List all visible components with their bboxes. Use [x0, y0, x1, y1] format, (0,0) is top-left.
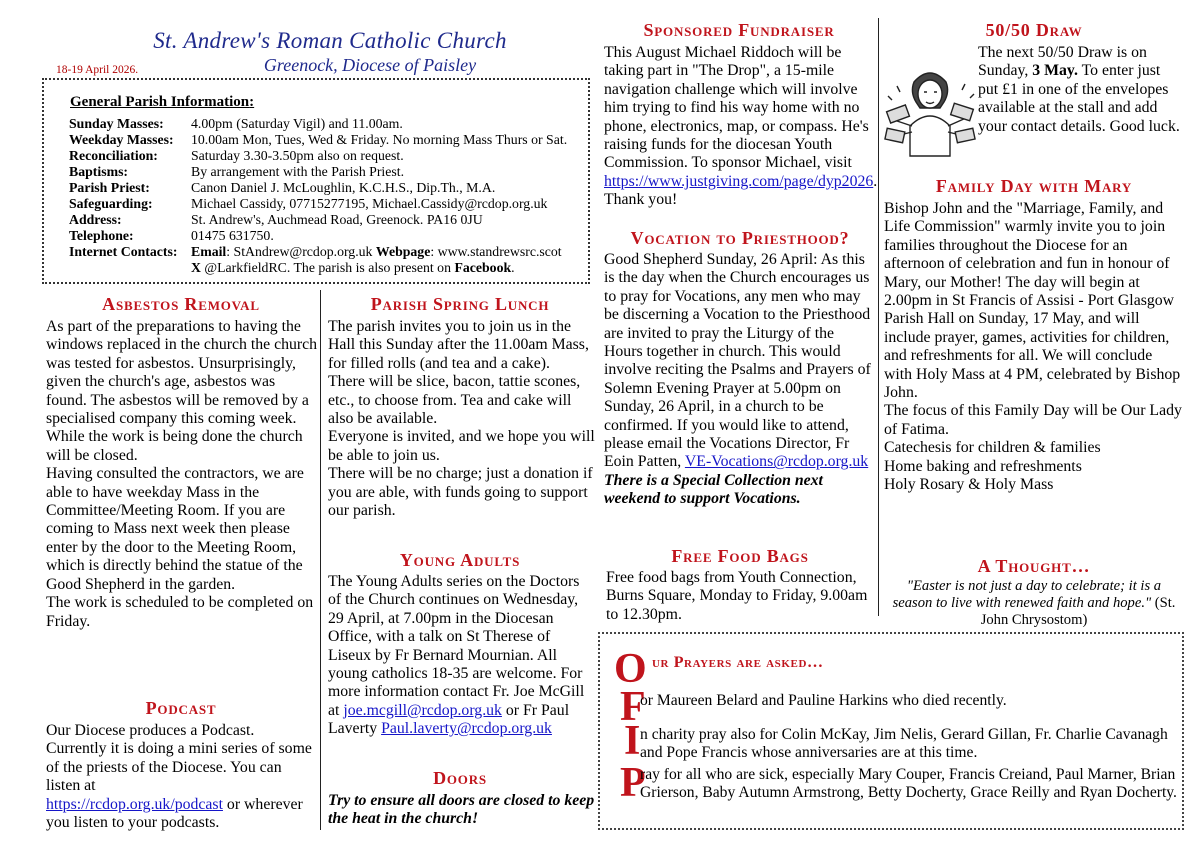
column-divider: [320, 290, 321, 830]
drop-cap-f: F: [620, 684, 646, 730]
prayers-heading: ur Prayers are asked…: [652, 654, 824, 671]
family-day-heading: Family Day with Mary: [935, 176, 1133, 196]
fundraiser-heading: Sponsored Fundraiser: [643, 20, 835, 40]
drop-cap-o: O: [614, 646, 647, 692]
info-row: Telephone: 01475 631750.: [69, 228, 274, 243]
thought-heading: A Thought…: [977, 556, 1091, 576]
draw-text: The next 50/50 Draw is on Sunday, 3 May. To enter just put £1 in one of the envelopes available at the stall and add your contact details. Good luck.: [978, 44, 1180, 135]
vocation-text: Good Shepherd Sunday, 26 April: As this is the day when the Church encourages us to pray for Vocations, any men who may be discerning a Vocation to the Priesthood are invited to pray the Liturgy of the Hours together in church. This would involve reciting the Psalms and Prayers of Solemn Evening Prayer at 5.00pm on Sunday, 26 April, in a church to be confirmed. If you would like to attend, please email the Vocations Director, Fr Eoin Patten, VE-Vocations@rcdop.org.uk There is a Special Collection next weekend to support Vocations.: [604, 251, 871, 508]
justgiving-link[interactable]: https://www.justgiving.com/page/dyp2026: [604, 172, 874, 190]
thought-quote: "Easter is not just a day to celebrate; it is a season to live with renewed faith and hope." (St. John Chrysostom): [892, 578, 1176, 628]
food-bags-heading: Free Food Bags: [671, 546, 809, 566]
young-adults-text: The Young Adults series on the Doctors of the Church continues on Wednesday, 29 April, at 7.00pm in the Diocesan Office, with a talk on St Therese of Liseux by Fr Bernard Mournian. All young catholics 18-35 are welcome. For more information contact Fr. Joe McGill at joe.mcgill@rcdop.org.uk or Fr Paul Laverty Paul.laverty@rcdop.org.uk: [328, 573, 585, 738]
doors-heading: Doors: [433, 768, 487, 788]
prayers-sick: ray for all who are sick, especially Mary Couper, Francis Creiand, Paul Marner, Brian Grierson, Baby Autumn Armstrong, Betty Docherty, Grace Reilly and Ryan Docherty.: [640, 766, 1177, 802]
info-row: Address: St. Andrew's, Auchmead Road, Greenock. PA16 0JU: [69, 212, 483, 227]
asbestos-text: As part of the preparations to having the windows replaced in the church the church was tested for asbestos. Unsurprisingly, given the church's age, asbestos was found. The asbestos will be removed by a specialised company this coming week. While the work is being done the church will be closed. Having consulted the contractors, we are able to have weekday Mass in the Committee/Meeting Room. If you are coming to Mass next week then please enter by the door to the Meeting Room, which is directly behind the statue of the Good Shepherd in the garden. The work is scheduled to be completed on Friday.: [46, 318, 318, 630]
parish-info-box: [42, 78, 590, 284]
vocations-email-link[interactable]: VE-Vocations@rcdop.org.uk: [684, 453, 869, 471]
info-row: Sunday Masses: 4.00pm (Saturday Vigil) and 11.00am.: [69, 116, 403, 131]
vocation-heading: Vocation to Priesthood?: [630, 228, 850, 248]
young-adults-heading: Young Adults: [399, 550, 521, 570]
prayers-recently-died: or Maureen Belard and Pauline Harkins who died recently.: [640, 692, 1007, 709]
church-subtitle: Greenock, Diocese of Paisley: [263, 55, 477, 75]
prayers-box: [598, 632, 1184, 830]
info-row: Baptisms: By arrangement with the Parish Priest.: [69, 164, 405, 179]
podcast-link[interactable]: https://rcdop.org.uk/podcast: [46, 795, 223, 813]
info-row-internet: Internet Contacts: Email: StAndrew@rcdop.org.uk Webpage: www.standrewsrc.scot: [69, 244, 562, 259]
family-day-text: Bishop John and the "Marriage, Family, and Life Commission" warmly invite you to join families throughout the Diocese for an afternoon of celebration and fun in honour of Mary, our Mother! The day will begin at 2.00pm in St Francis of Assisi - Port Glasgow Parish Hall on Sunday, 17 May, and will include prayer, games, activities for children, and refreshments for all. We will conclude with Holy Mass at 4 PM, celebrated by Bishop John. The focus of this Family Day will be Our Lady of Fatima. Catechesis for children & families Home baking and refreshments Holy Rosary & Holy Mass: [884, 200, 1182, 494]
fundraiser-text: This August Michael Riddoch will be taking part in "The Drop", a 15-mile navigation challenge which will involve him trying to find his way home with no phone, electronics, map, or compass. He's raising funds for the diocesan Youth Commission. To sponsor Michael, visit https://www.justgiving.com/page/dyp2026. Thank you!: [604, 44, 878, 209]
draw-heading: 50/50 Draw: [985, 20, 1083, 40]
prayers-anniversaries: n charity pray also for Colin McKay, Jim Nelis, Gerard Gillan, Fr. Charlie Cavanagh and Pope Francis whose anniversaries are at this time.: [640, 726, 1168, 762]
food-bags-text: Free food bags from Youth Connection, Burns Square, Monday to Friday, 9.00am to 12.30pm.: [606, 569, 868, 623]
info-row-internet-2: X @LarkfieldRC. The parish is also present on Facebook.: [191, 260, 515, 275]
church-title: St. Andrew's Roman Catholic Church: [153, 28, 507, 53]
lunch-text: The parish invites you to join us in the Hall this Sunday after the 11.00am Mass, for filled rolls (and tea and a cake). There will be slice, bacon, tattie scones, etc., to choose from. Tea and cake will also be available. Everyone is invited, and we hope you will be able to join us. There will be no charge; just a donation if you are able, with funds going to support our parish.: [328, 318, 595, 520]
paul-laverty-email-link[interactable]: Paul.laverty@rcdop.org.uk: [381, 720, 552, 738]
info-row: Parish Priest: Canon Daniel J. McLoughlin, K.C.H.S., Dip.Th., M.A.: [69, 180, 496, 195]
podcast-text: Our Diocese produces a Podcast. Currently it is doing a mini series of some of the priests of the Diocese. You can listen at https://rcdop.org.uk/podcast or wherever you listen to your podcasts.: [46, 722, 312, 832]
drop-cap-p: P: [620, 760, 646, 806]
asbestos-heading: Asbestos Removal: [102, 294, 260, 314]
podcast-heading: Podcast: [145, 698, 217, 718]
bulletin-date: 18-19 April 2026.: [56, 64, 139, 76]
joe-mcgill-email-link[interactable]: joe.mcgill@rcdop.org.uk: [343, 701, 502, 719]
lunch-heading: Parish Spring Lunch: [370, 294, 550, 314]
info-row: Weekday Masses: 10.00am Mon, Tues, Wed & Friday. No morning Mass Thurs or Sat.: [69, 132, 568, 147]
doors-text: Try to ensure all doors are closed to keep the heat in the church!: [328, 792, 595, 828]
parish-info-title: General Parish Information:: [70, 94, 255, 110]
drop-cap-i: I: [624, 718, 641, 764]
column-divider: [878, 18, 879, 616]
info-row: Safeguarding: Michael Cassidy, 07715277195, Michael.Cassidy@rcdop.org.uk: [69, 196, 548, 211]
info-row: Reconciliation: Saturday 3.30-3.50pm also on request.: [69, 148, 404, 163]
